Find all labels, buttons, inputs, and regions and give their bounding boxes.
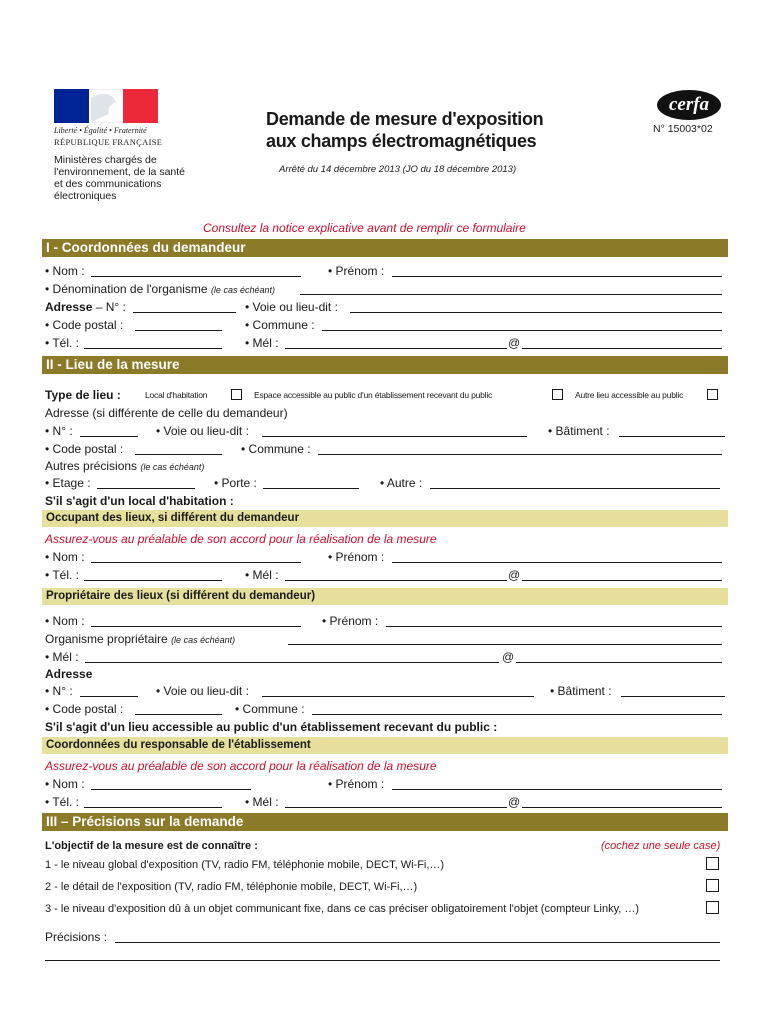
- s1-code-postal-label: • Code postal :: [45, 318, 124, 332]
- ministries-label: Ministères chargés de l'environnement, de la santé et des communications électroniques: [54, 154, 186, 202]
- responsable-tel-label: • Tél. :: [45, 795, 79, 809]
- proprietaire-adresse-label: Adresse: [45, 667, 93, 681]
- responsable-prenom-field[interactable]: [392, 789, 722, 790]
- republique-motto: Liberté • Égalité • Fraternité: [54, 126, 147, 135]
- proprietaire-prenom-field[interactable]: [386, 626, 722, 627]
- arrete-reference: Arrêté du 14 décembre 2013 (JO du 18 décembre 2013): [279, 164, 517, 175]
- proprietaire-nom-field[interactable]: [91, 626, 301, 627]
- republique-francaise-label: RÉPUBLIQUE FRANÇAISE: [54, 137, 163, 147]
- s2-type-label: Type de lieu :: [45, 388, 121, 402]
- s3-option-3-label: 3 - le niveau d'exposition dû à un objet communicant fixe, dans ce cas préciser obligatoirement l'objet (compteur Linky, …): [45, 903, 640, 915]
- s2-etage-field[interactable]: [97, 488, 195, 489]
- proprietaire-commune-field[interactable]: [312, 714, 722, 715]
- responsable-prenom-label: • Prénom :: [328, 777, 385, 791]
- s2-porte-field[interactable]: [263, 488, 359, 489]
- responsable-nom-field[interactable]: [91, 789, 251, 790]
- form-title: [266, 108, 586, 152]
- s1-voie-field[interactable]: [350, 312, 722, 313]
- proprietaire-prenom-label: • Prénom :: [322, 614, 379, 628]
- proprietaire-commune-label: • Commune :: [235, 702, 305, 716]
- proprietaire-batiment-field[interactable]: [621, 696, 725, 697]
- responsable-at-sign: @: [508, 795, 521, 809]
- s1-tel-label: • Tél. :: [45, 336, 79, 350]
- occupant-mel-field-domain[interactable]: [522, 580, 722, 581]
- proprietaire-organisme-field[interactable]: [288, 644, 722, 645]
- s2-commune-label: • Commune :: [241, 442, 311, 456]
- s1-prenom-label: • Prénom :: [328, 264, 385, 278]
- s2-autre-field[interactable]: [430, 488, 720, 489]
- responsable-subheader: Coordonnées du responsable de l'établissement: [42, 737, 728, 754]
- occupant-subheader-overlay: [42, 510, 375, 527]
- occupant-mel-label: • Mél :: [245, 568, 279, 582]
- proprietaire-numero-label: • N° :: [45, 684, 73, 698]
- form-title-line1: Demande de mesure d'exposition: [266, 109, 544, 129]
- s2-commune-field[interactable]: [318, 454, 722, 455]
- s2-type-opt2-label: Espace accessible au public d'un établissement recevant du public: [254, 390, 493, 400]
- proprietaire-mel-field-domain[interactable]: [516, 662, 722, 663]
- occupant-at-sign: @: [508, 568, 521, 582]
- s1-prenom-field[interactable]: [392, 276, 722, 277]
- occupant-tel-label: • Tél. :: [45, 568, 79, 582]
- s1-numero-field[interactable]: [133, 312, 236, 313]
- s2-voie-field[interactable]: [262, 436, 527, 437]
- s1-mel-label: • Mél :: [245, 336, 279, 350]
- s2-voie-label: • Voie ou lieu-dit :: [156, 424, 249, 438]
- s1-adresse-label: Adresse: [45, 300, 93, 314]
- s1-commune-label: • Commune :: [245, 318, 315, 332]
- proprietaire-code-postal-field[interactable]: [135, 714, 222, 715]
- form-title-line2: aux champs électromagnétiques: [266, 131, 537, 151]
- s2-type-opt1-label: Local d'habitation: [145, 390, 208, 400]
- proprietaire-mel-label: • Mél :: [45, 650, 79, 664]
- proprietaire-batiment-label: • Bâtiment :: [550, 684, 612, 698]
- occupant-tel-field[interactable]: [84, 580, 222, 581]
- proprietaire-subheader: Propriétaire des lieux (si différent du demandeur): [42, 588, 728, 605]
- s2-code-postal-field[interactable]: [135, 454, 222, 455]
- s1-voie-label: • Voie ou lieu-dit :: [245, 300, 338, 314]
- s2-le-cas-echeant: (le cas échéant): [140, 462, 205, 472]
- s3-option-1-label: 1 - le niveau global d'exposition (TV, radio FM, téléphonie mobile, DECT, Wi-Fi,…): [45, 859, 445, 871]
- proprietaire-le-cas-echeant: (le cas échéant): [171, 635, 236, 645]
- s2-numero-field[interactable]: [80, 436, 138, 437]
- s1-le-cas-echeant: (le cas échéant): [210, 285, 275, 295]
- s2-local-habitation-label: S'il s'agit d'un local d'habitation :: [45, 494, 234, 508]
- notice-warning: Consultez la notice explicative avant de remplir ce formulaire: [203, 221, 526, 235]
- s2-assurez-occupant: Assurez-vous au préalable de son accord pour la réalisation de la mesure: [45, 532, 437, 546]
- cerfa-number: N° 15003*02: [653, 123, 713, 135]
- s3-precisions-field-line1[interactable]: [115, 942, 720, 943]
- responsable-tel-field[interactable]: [84, 807, 222, 808]
- s1-tel-field[interactable]: [84, 348, 222, 349]
- s2-type-opt3-checkbox[interactable]: [707, 389, 718, 400]
- s2-adresse-diff-label: Adresse (si différente de celle du demandeur): [45, 406, 288, 420]
- s1-adresse-row: [45, 300, 126, 314]
- s2-batiment-label: • Bâtiment :: [548, 424, 610, 438]
- s1-denomination-field[interactable]: [300, 294, 722, 295]
- s2-type-opt2-checkbox[interactable]: [552, 389, 563, 400]
- proprietaire-numero-field[interactable]: [80, 696, 138, 697]
- s2-assurez-responsable: Assurez-vous au préalable de son accord pour la réalisation de la mesure: [45, 759, 437, 773]
- s1-mel-field-domain[interactable]: [522, 348, 722, 349]
- s1-denomination-label: [45, 282, 275, 296]
- s2-type-opt3-label: Autre lieu accessible au public: [575, 390, 684, 400]
- proprietaire-at-sign: @: [502, 650, 515, 664]
- proprietaire-code-postal-label: • Code postal :: [45, 702, 124, 716]
- occupant-prenom-field[interactable]: [392, 562, 722, 563]
- s3-objectif-label: L'objectif de la mesure est de connaître :: [45, 840, 258, 852]
- s2-batiment-field[interactable]: [619, 436, 725, 437]
- section-1-header: I - Coordonnées du demandeur: [42, 239, 728, 257]
- occupant-nom-field[interactable]: [91, 562, 301, 563]
- s3-cochez-label: (cochez une seule case): [601, 840, 721, 852]
- cerfa-logo: cerfa: [657, 90, 721, 120]
- s1-numero-label: – N° :: [95, 300, 126, 314]
- s3-option-2-checkbox[interactable]: [706, 879, 719, 892]
- responsable-mel-field-user[interactable]: [285, 807, 507, 808]
- proprietaire-voie-field[interactable]: [262, 696, 534, 697]
- responsable-mel-label: • Mél :: [245, 795, 279, 809]
- s1-code-postal-field[interactable]: [135, 330, 222, 331]
- s2-type-opt1-checkbox[interactable]: [231, 389, 242, 400]
- s1-mel-field-user[interactable]: [285, 348, 507, 349]
- s1-commune-field[interactable]: [322, 330, 722, 331]
- s3-precisions-label: Précisions :: [45, 930, 108, 944]
- proprietaire-mel-field-user[interactable]: [85, 662, 499, 663]
- s2-autre-label: • Autre :: [380, 476, 423, 490]
- s1-at-sign: @: [508, 336, 521, 350]
- responsable-nom-label: • Nom :: [45, 777, 85, 791]
- republique-francaise-logo: [54, 89, 158, 123]
- s2-porte-label: • Porte :: [214, 476, 257, 490]
- s2-etage-label: • Etage :: [45, 476, 91, 490]
- occupant-subheader: Occupant des lieux, si différent du demandeur: [42, 510, 728, 527]
- s3-option-1-checkbox[interactable]: [706, 857, 719, 870]
- s3-precisions-field-line2[interactable]: [45, 960, 720, 961]
- s3-option-2-label: 2 - le détail de l'exposition (TV, radio FM, téléphonie mobile, DECT, Wi-Fi,…): [45, 881, 418, 893]
- occupant-mel-field-user[interactable]: [285, 580, 507, 581]
- s3-option-3-checkbox[interactable]: [706, 901, 719, 914]
- s2-autres-precisions-row: [45, 459, 204, 473]
- proprietaire-voie-label: • Voie ou lieu-dit :: [156, 684, 249, 698]
- s1-nom-label: • Nom :: [45, 264, 85, 278]
- s1-nom-field[interactable]: [91, 276, 301, 277]
- s2-numero-label: • N° :: [45, 424, 73, 438]
- responsable-mel-field-domain[interactable]: [522, 807, 722, 808]
- occupant-nom-label: • Nom :: [45, 550, 85, 564]
- s2-autres-precisions-label: Autres précisions: [45, 459, 138, 473]
- proprietaire-organisme-row: [45, 632, 235, 646]
- s2-code-postal-label: • Code postal :: [45, 442, 124, 456]
- marianne-icon: [89, 90, 124, 124]
- section-2-header: II - Lieu de la mesure: [42, 356, 728, 374]
- s1-denomination-text: • Dénomination de l'organisme: [45, 282, 208, 296]
- proprietaire-organisme-label: Organisme propriétaire: [45, 632, 168, 646]
- proprietaire-nom-label: • Nom :: [45, 614, 85, 628]
- section-3-header: III – Précisions sur la demande: [42, 813, 728, 831]
- occupant-prenom-label: • Prénom :: [328, 550, 385, 564]
- s2-erp-label: S'il s'agit d'un lieu accessible au public d'un établissement recevant du public :: [45, 720, 498, 734]
